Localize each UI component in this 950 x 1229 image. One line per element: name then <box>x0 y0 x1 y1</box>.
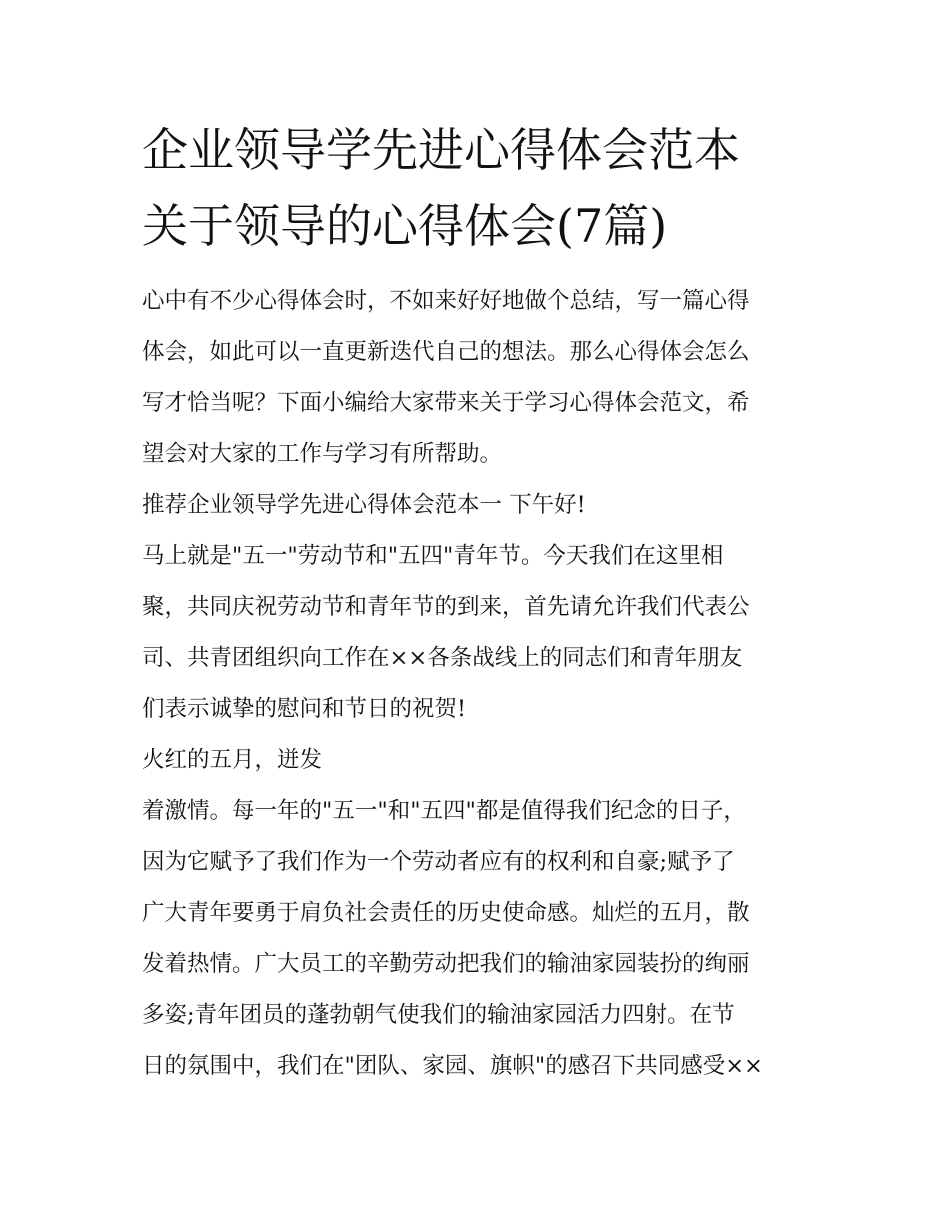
body-line: 因为它赋予了我们作为一个劳动者应有的权利和自豪;赋予了 <box>142 849 735 875</box>
body-line: 聚，共同庆祝劳动节和青年节的到来，首先请允许我们代表公 <box>142 594 750 620</box>
title-line-2: 关于领导的心得体会(7篇) <box>142 199 668 253</box>
body-line: 火红的五月，迸发 <box>142 747 323 773</box>
body-line: 着激情。每一年的"五一"和"五四"都是值得我们纪念的日子， <box>142 798 746 824</box>
body-line: 体会，如此可以一直更新迭代自己的想法。那么心得体会怎么 <box>142 339 750 365</box>
body-line: 多姿;青年团员的蓬勃朝气使我们的输油家园活力四射。在节 <box>142 1002 735 1028</box>
body-line: 日的氛围中，我们在"团队、家园、旗帜"的感召下共同感受×× <box>142 1053 763 1079</box>
body-line: 马上就是"五一"劳动节和"五四"青年节。今天我们在这里相 <box>142 543 724 569</box>
document-body <box>142 276 822 1092</box>
section-heading-line: 推荐企业领导学先进心得体会范本一 下午好! <box>142 492 586 518</box>
body-line: 司、共青团组织向工作在××各条战线上的同志们和青年朋友 <box>142 645 743 671</box>
body-line: 发着热情。广大员工的辛勤劳动把我们的输油家园装扮的绚丽 <box>142 951 750 977</box>
body-line: 心中有不少心得体会时，不如来好好地做个总结，写一篇心得 <box>142 288 750 314</box>
body-line: 广大青年要勇于肩负社会责任的历史使命感。灿烂的五月，散 <box>142 900 750 926</box>
body-line: 们表示诚挚的慰问和节日的祝贺! <box>142 696 467 722</box>
document-title <box>142 112 842 264</box>
body-line: 望会对大家的工作与学习有所帮助。 <box>142 441 503 467</box>
title-line-1: 企业领导学先进心得体会范本 <box>142 123 740 177</box>
body-line: 写才恰当呢？下面小编给大家带来关于学习心得体会范文，希 <box>142 390 750 416</box>
